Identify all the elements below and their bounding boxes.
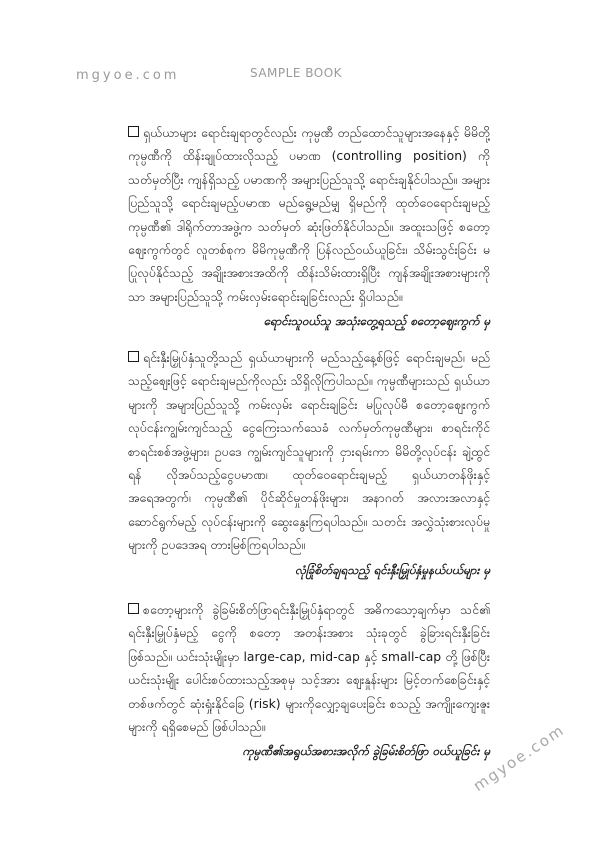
sample-book-label: SAMPLE BOOK [250,66,343,80]
excerpt-text: စတော့များကို ခွဲခြမ်းစိတ်ဖြာရင်းနှီးမြှုပ်နှံရာတွင် အဓိကသော့ချက်မှာ သင်၏ ရင်းနှီးမြှုပ်နှံမည့် ငွေကို စတော့ အတန်းအစား သုံးခုတွင် ခွဲခြားရင်းနှီးခြင်း ဖြစ်သည်။ ယင်းသုံးမျိုးမှာ large-cap, mid-cap နှင့် small-cap တို့ ဖြစ်ပြီး ယင်းသုံးမျိုး ပေါင်းစပ်ထားသည့်အစုမှ သင့်အား ဈေးနှုန်းများ မြင့်တက်စေခြင်းနှင့် တစ်ဖက်တွင် ဆုံးရှုံးနိုင်ခြေ (risk) များကိုလျှော့ချပေးခြင်း စသည့် အကျိုးကျေးဇူးများကို ရရှိစေမည် ဖြစ်ပါသည်။ [128,602,490,735]
excerpt-source: လုံခြုံစိတ်ချရသည့် ရင်းနှီးမြှုပ်နှံမှုနယ်ပယ်များ မှ [295,562,490,577]
excerpt-text: ရင်းနှီးမြှုပ်နှံသူတို့သည် ရှယ်ယာများကို မည်သည့်နေ့စ်ဖြင့် ရောင်းချမည်၊ မည်သည့်ဈေးဖြင့် ရောင်းချမည်ကိုလည်း သိရှိလိုကြပါသည်။ ကုမ္ပဏီများသည် ရှယ်ယာများကို အများပြည်သူသို့ ကမ်းလှမ်း ရောင်းချခြင်း မပြုလုပ်မီ စတော့ဈေးကွက် လုပ်ငန်းကျွမ်းကျင်သည့် ငွေကြေးသက်သေခံ လက်မှတ်ကုမ္ပဏီများ၊ စာရင်းကိုင် စာရင်းစစ်အဖွဲ့များ၊ ဥပဒေ ကျွမ်းကျင်သူများကို ငှားရမ်းကာ မိမိတို့လုပ်ငန်း ချဲ့ထွင်ရန် လိုအပ်သည့်ငွေပမာဏ၊ ထုတ်ဝေရောင်းချမည့် ရှယ်ယာတန်ဖိုးနှင့် အရေအတွက်၊ ကုမ္ပဏီ၏ ပိုင်ဆိုင်မှုတန်ဖိုးများ၊ အနာဂတ် အလားအလာနှင့် ဆောင်ရွက်မည့် လုပ်ငန်းများကို ဆွေးနွေးကြရပါသည်။ သတင်း အလွှဲသုံးစားလုပ်မှုများကို ဥပဒေအရ တားမြစ်ကြရပါသည်။ [128,350,490,553]
checkbox-square-icon [128,126,139,137]
excerpt-block-1 [128,121,490,331]
excerpt-text: ရှယ်ယာများ ရောင်းချရာတွင်လည်း ကုမ္ပဏီ တည်ထောင်သူများအနေနှင့် မိမိတို့ ကုမ္ပဏီကို ထိန်းချုပ်ထားလိုသည့် ပမာဏ (controlling position) ကို သတ်မှတ်ပြီး ကျန်ရှိသည့် ပမာဏကို အများပြည်သူသို့ ရောင်းချနိုင်ပါသည်။ အများပြည်သူသို့ ရောင်းချမည့်ပမာဏ မည်ရွေ့မည်မျှ ရှိမည်ကို ထုတ်ဝေရောင်းချမည့် ကုမ္ပဏီ၏ ဒါရိုက်တာအဖွဲ့က သတ်မှတ် ဆုံးဖြတ်နိုင်ပါသည်။ အထူးသဖြင့် စတော့ဈေးကွက်တွင် လူတစ်စုက မိမိကုမ္ပဏီကို ပြန်လည်ဝယ်ယူခြင်း၊ သိမ်းသွင်းခြင်း မပြုလုပ်နိုင်သည့် အချိုးအစားအထိကို ထိန်းသိမ်းထားရှိပြီး ကျန်အချိုးအစားများကိုသာ အများပြည်သူသို့ ကမ်းလှမ်းရောင်းချခြင်းလည်း ရှိပါသည်။ [128,125,490,304]
excerpt-paragraph [128,598,490,738]
excerpt-source: ရောင်းသူဝယ်သူ အသုံးတွေ့ရသည့် စတော့ဈေးကွက် မှ [263,314,490,329]
watermark-top: mgyoe.com [76,68,180,83]
watermark-bottom: mgyoe.com [470,720,569,795]
checkbox-square-icon [128,351,139,362]
excerpt-block-2 [128,346,490,580]
excerpt-block-3 [128,598,490,761]
checkbox-square-icon [128,603,139,614]
excerpt-source: ကုမ္ပဏီ၏အရွယ်အစားအလိုက် ခွဲခြမ်းစိတ်ဖြာ ဝယ်ယူခြင်း မှ [242,744,490,759]
excerpt-paragraph [128,121,490,308]
excerpt-paragraph [128,346,490,557]
